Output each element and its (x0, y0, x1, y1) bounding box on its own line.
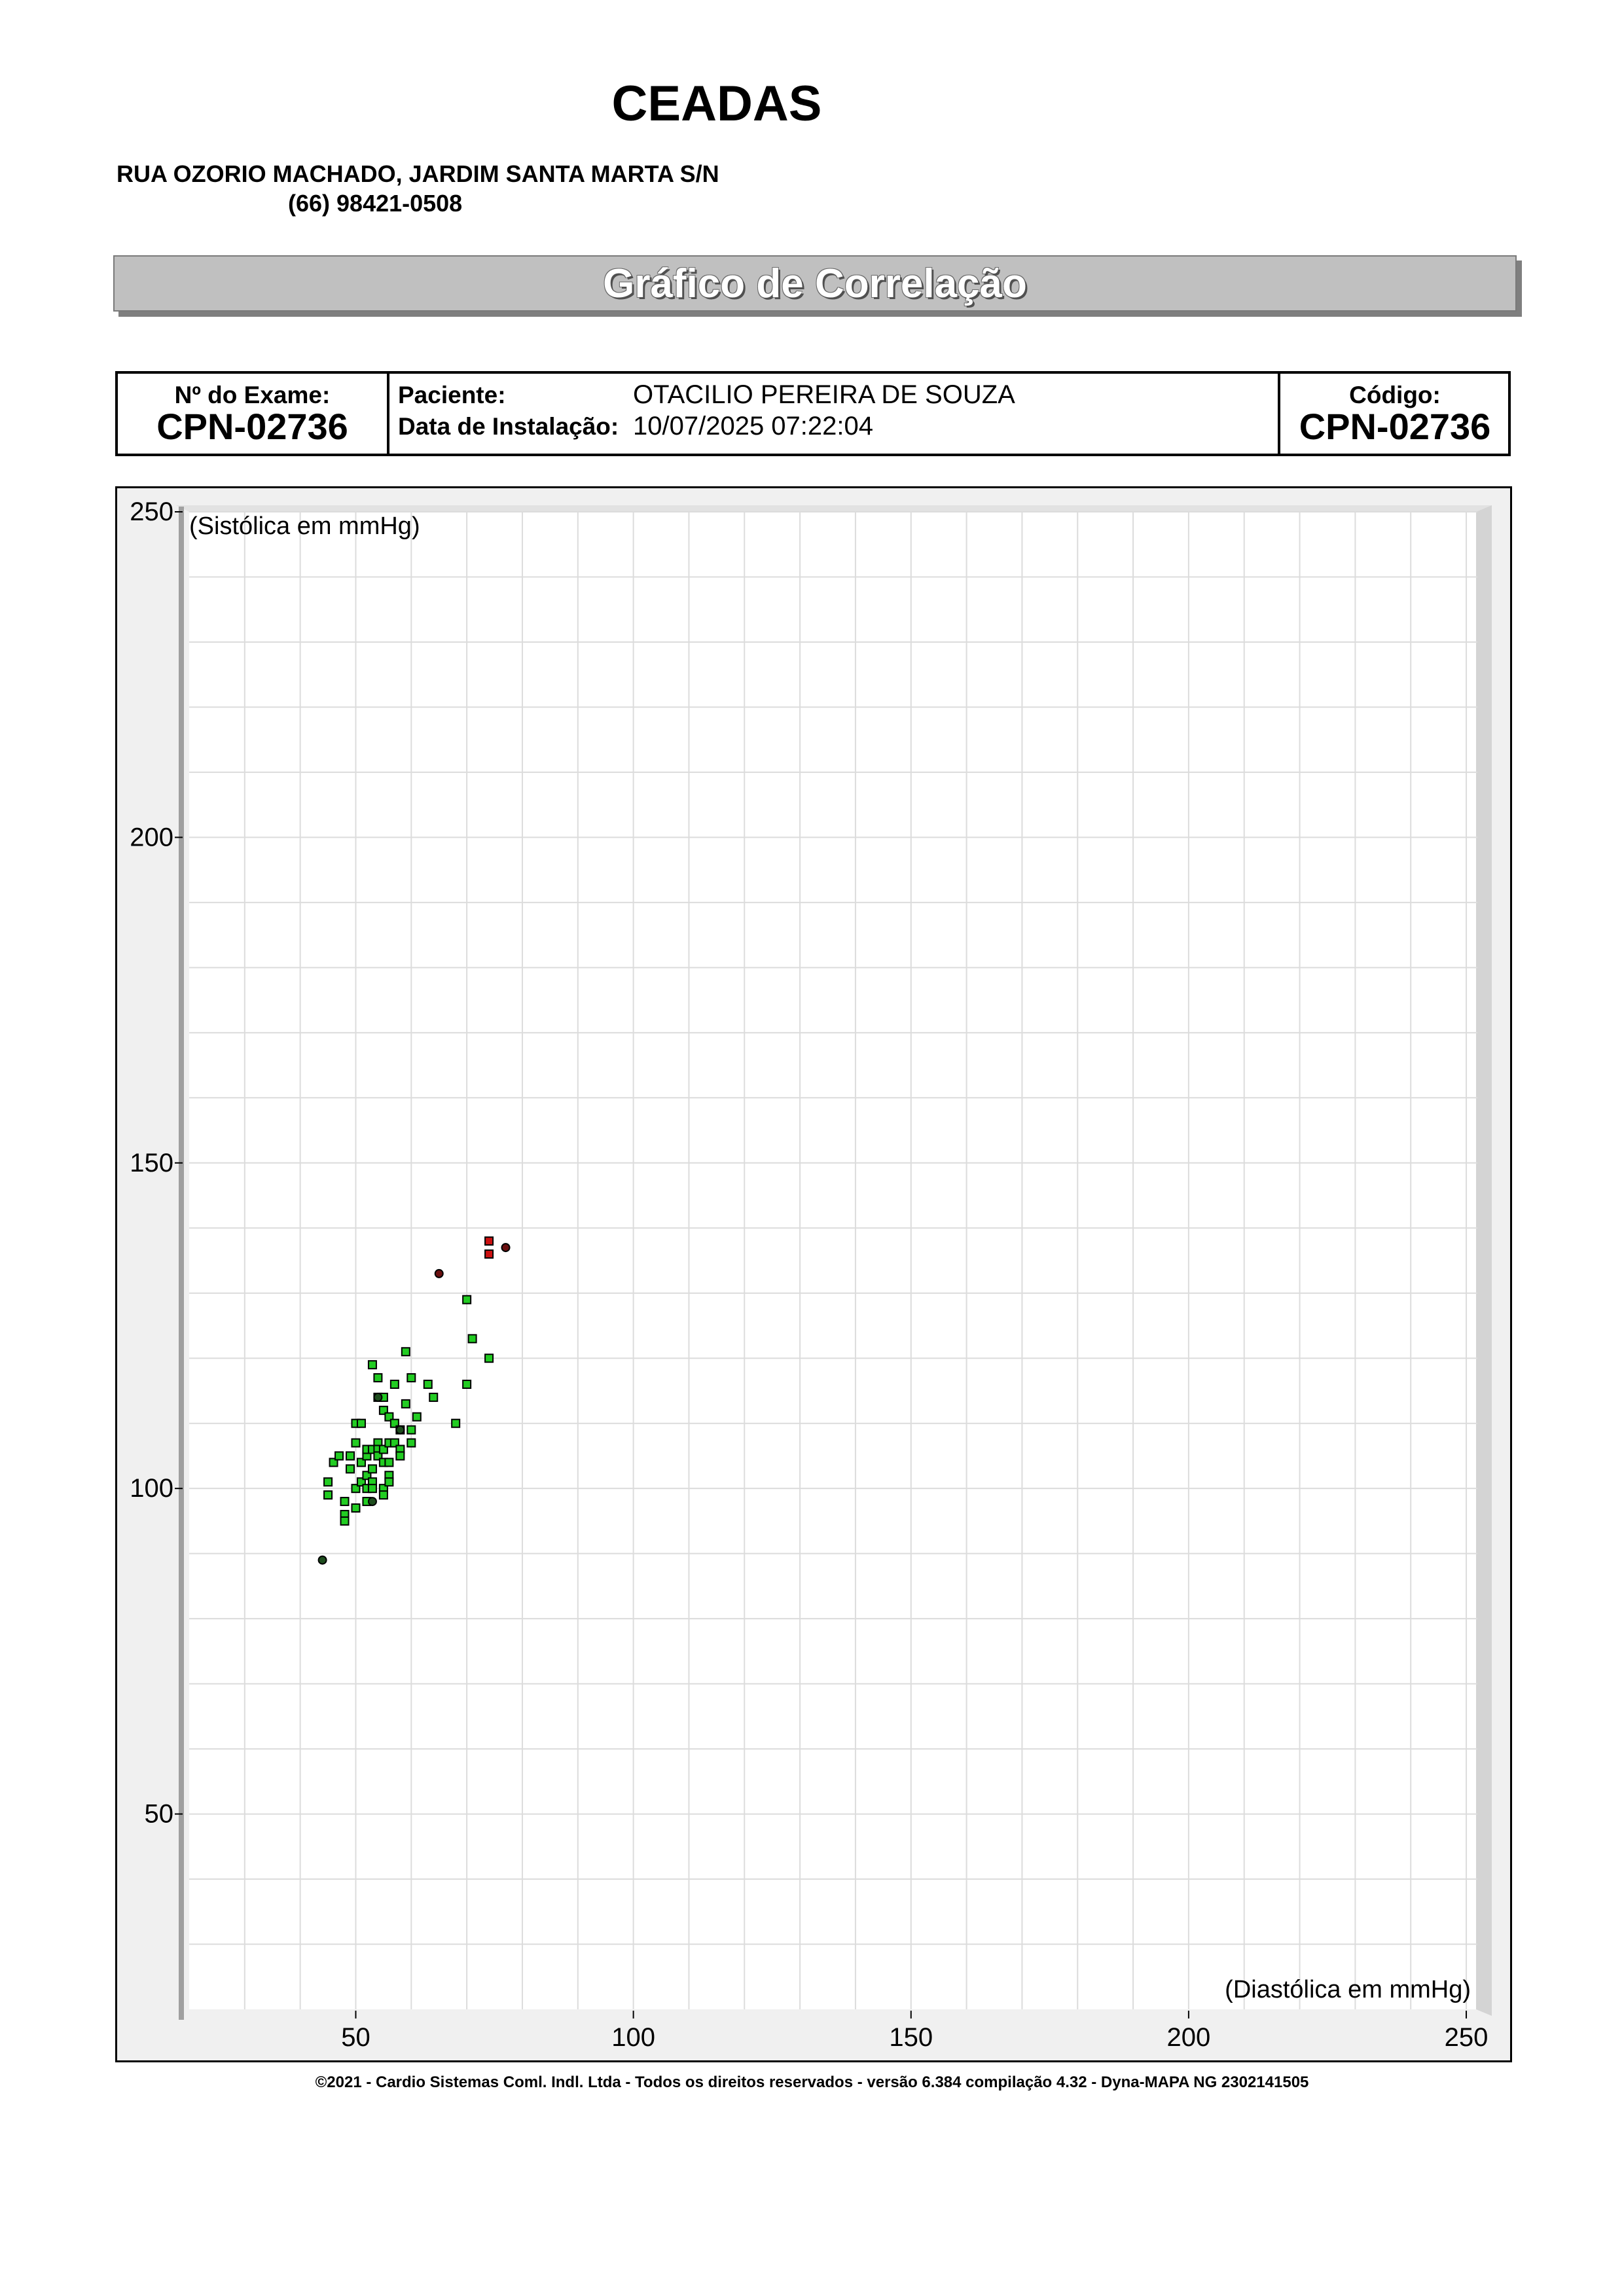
data-point (335, 1452, 343, 1460)
exam-info-box (115, 371, 1511, 456)
clinic-address: RUA OZORIO MACHADO, JARDIM SANTA MARTA S/N (117, 160, 719, 187)
data-point (385, 1478, 393, 1486)
data-point (396, 1452, 404, 1460)
cell-divider (387, 374, 389, 454)
exam-number-value: CPN-02736 (156, 406, 348, 447)
data-point (341, 1517, 349, 1525)
data-point (391, 1380, 399, 1388)
data-point (424, 1380, 432, 1388)
install-date-value: 10/07/2025 07:22:04 (633, 412, 874, 440)
code-label: Código: (1349, 382, 1441, 408)
data-point (380, 1491, 388, 1499)
data-point (469, 1335, 477, 1342)
data-point (374, 1393, 382, 1401)
data-point (324, 1478, 332, 1486)
x-axis-label: (Diastólica em mmHg) (1225, 1976, 1471, 2003)
report-title-banner (113, 255, 1517, 312)
patient-name: OTACILIO PEREIRA DE SOUZA (633, 380, 1015, 409)
data-point (502, 1244, 510, 1251)
exam-number-label: Nº do Exame: (174, 382, 331, 408)
data-point (407, 1426, 415, 1434)
data-point (319, 1556, 327, 1564)
data-point (402, 1400, 410, 1408)
x-tick-label: 100 (611, 2023, 655, 2052)
data-point (435, 1270, 443, 1278)
scatter-plot (117, 488, 1510, 2060)
frame-top-edge (176, 505, 1492, 512)
y-axis-label: (Sistólica em mmHg) (189, 512, 420, 540)
copyright-footer: ©2021 - Cardio Sistemas Coml. Indl. Ltda - Todos os direitos reservados - versão 6.384 compilação 4.32 - Dyna-MAPA NG 2302141505 (315, 2073, 1309, 2091)
data-point (396, 1426, 404, 1434)
report-title: Gráfico de Correlação (603, 260, 1027, 306)
plot-area (189, 512, 1477, 2009)
patient-label: Paciente: (398, 382, 506, 408)
data-point (341, 1498, 349, 1505)
data-point (485, 1237, 493, 1245)
data-point (369, 1465, 376, 1473)
data-point (463, 1296, 471, 1304)
y-tick-label: 250 (130, 497, 173, 526)
y-tick-label: 100 (130, 1474, 173, 1503)
data-point (369, 1484, 376, 1492)
x-tick-label: 150 (889, 2023, 933, 2052)
data-point (452, 1420, 460, 1427)
clinic-name: CEADAS (611, 76, 822, 132)
x-tick-label: 50 (341, 2023, 370, 2052)
data-point (385, 1458, 393, 1466)
data-point (346, 1452, 354, 1460)
y-tick-label: 150 (130, 1148, 173, 1177)
data-point (369, 1498, 376, 1505)
x-tick-label: 200 (1166, 2023, 1211, 2052)
frame-right-edge (1476, 505, 1492, 2016)
code-value: CPN-02736 (1299, 406, 1491, 447)
x-tick-label: 250 (1444, 2023, 1489, 2052)
y-tick-label: 200 (130, 823, 173, 852)
clinic-phone: (66) 98421-0508 (288, 190, 463, 217)
data-point (357, 1420, 365, 1427)
data-point (324, 1491, 332, 1499)
install-date-label: Data de Instalação: (398, 413, 619, 440)
data-point (346, 1465, 354, 1473)
data-point (413, 1413, 421, 1421)
data-point (485, 1250, 493, 1258)
data-point (352, 1439, 359, 1447)
data-point (429, 1393, 437, 1401)
data-point (402, 1348, 410, 1355)
data-point (352, 1504, 359, 1512)
data-point (463, 1380, 471, 1388)
data-point (407, 1374, 415, 1382)
data-point (369, 1361, 376, 1369)
correlation-chart (115, 486, 1512, 2062)
y-tick-label: 50 (144, 1799, 173, 1829)
data-point (374, 1374, 382, 1382)
data-point (485, 1354, 493, 1362)
data-point (407, 1439, 415, 1447)
